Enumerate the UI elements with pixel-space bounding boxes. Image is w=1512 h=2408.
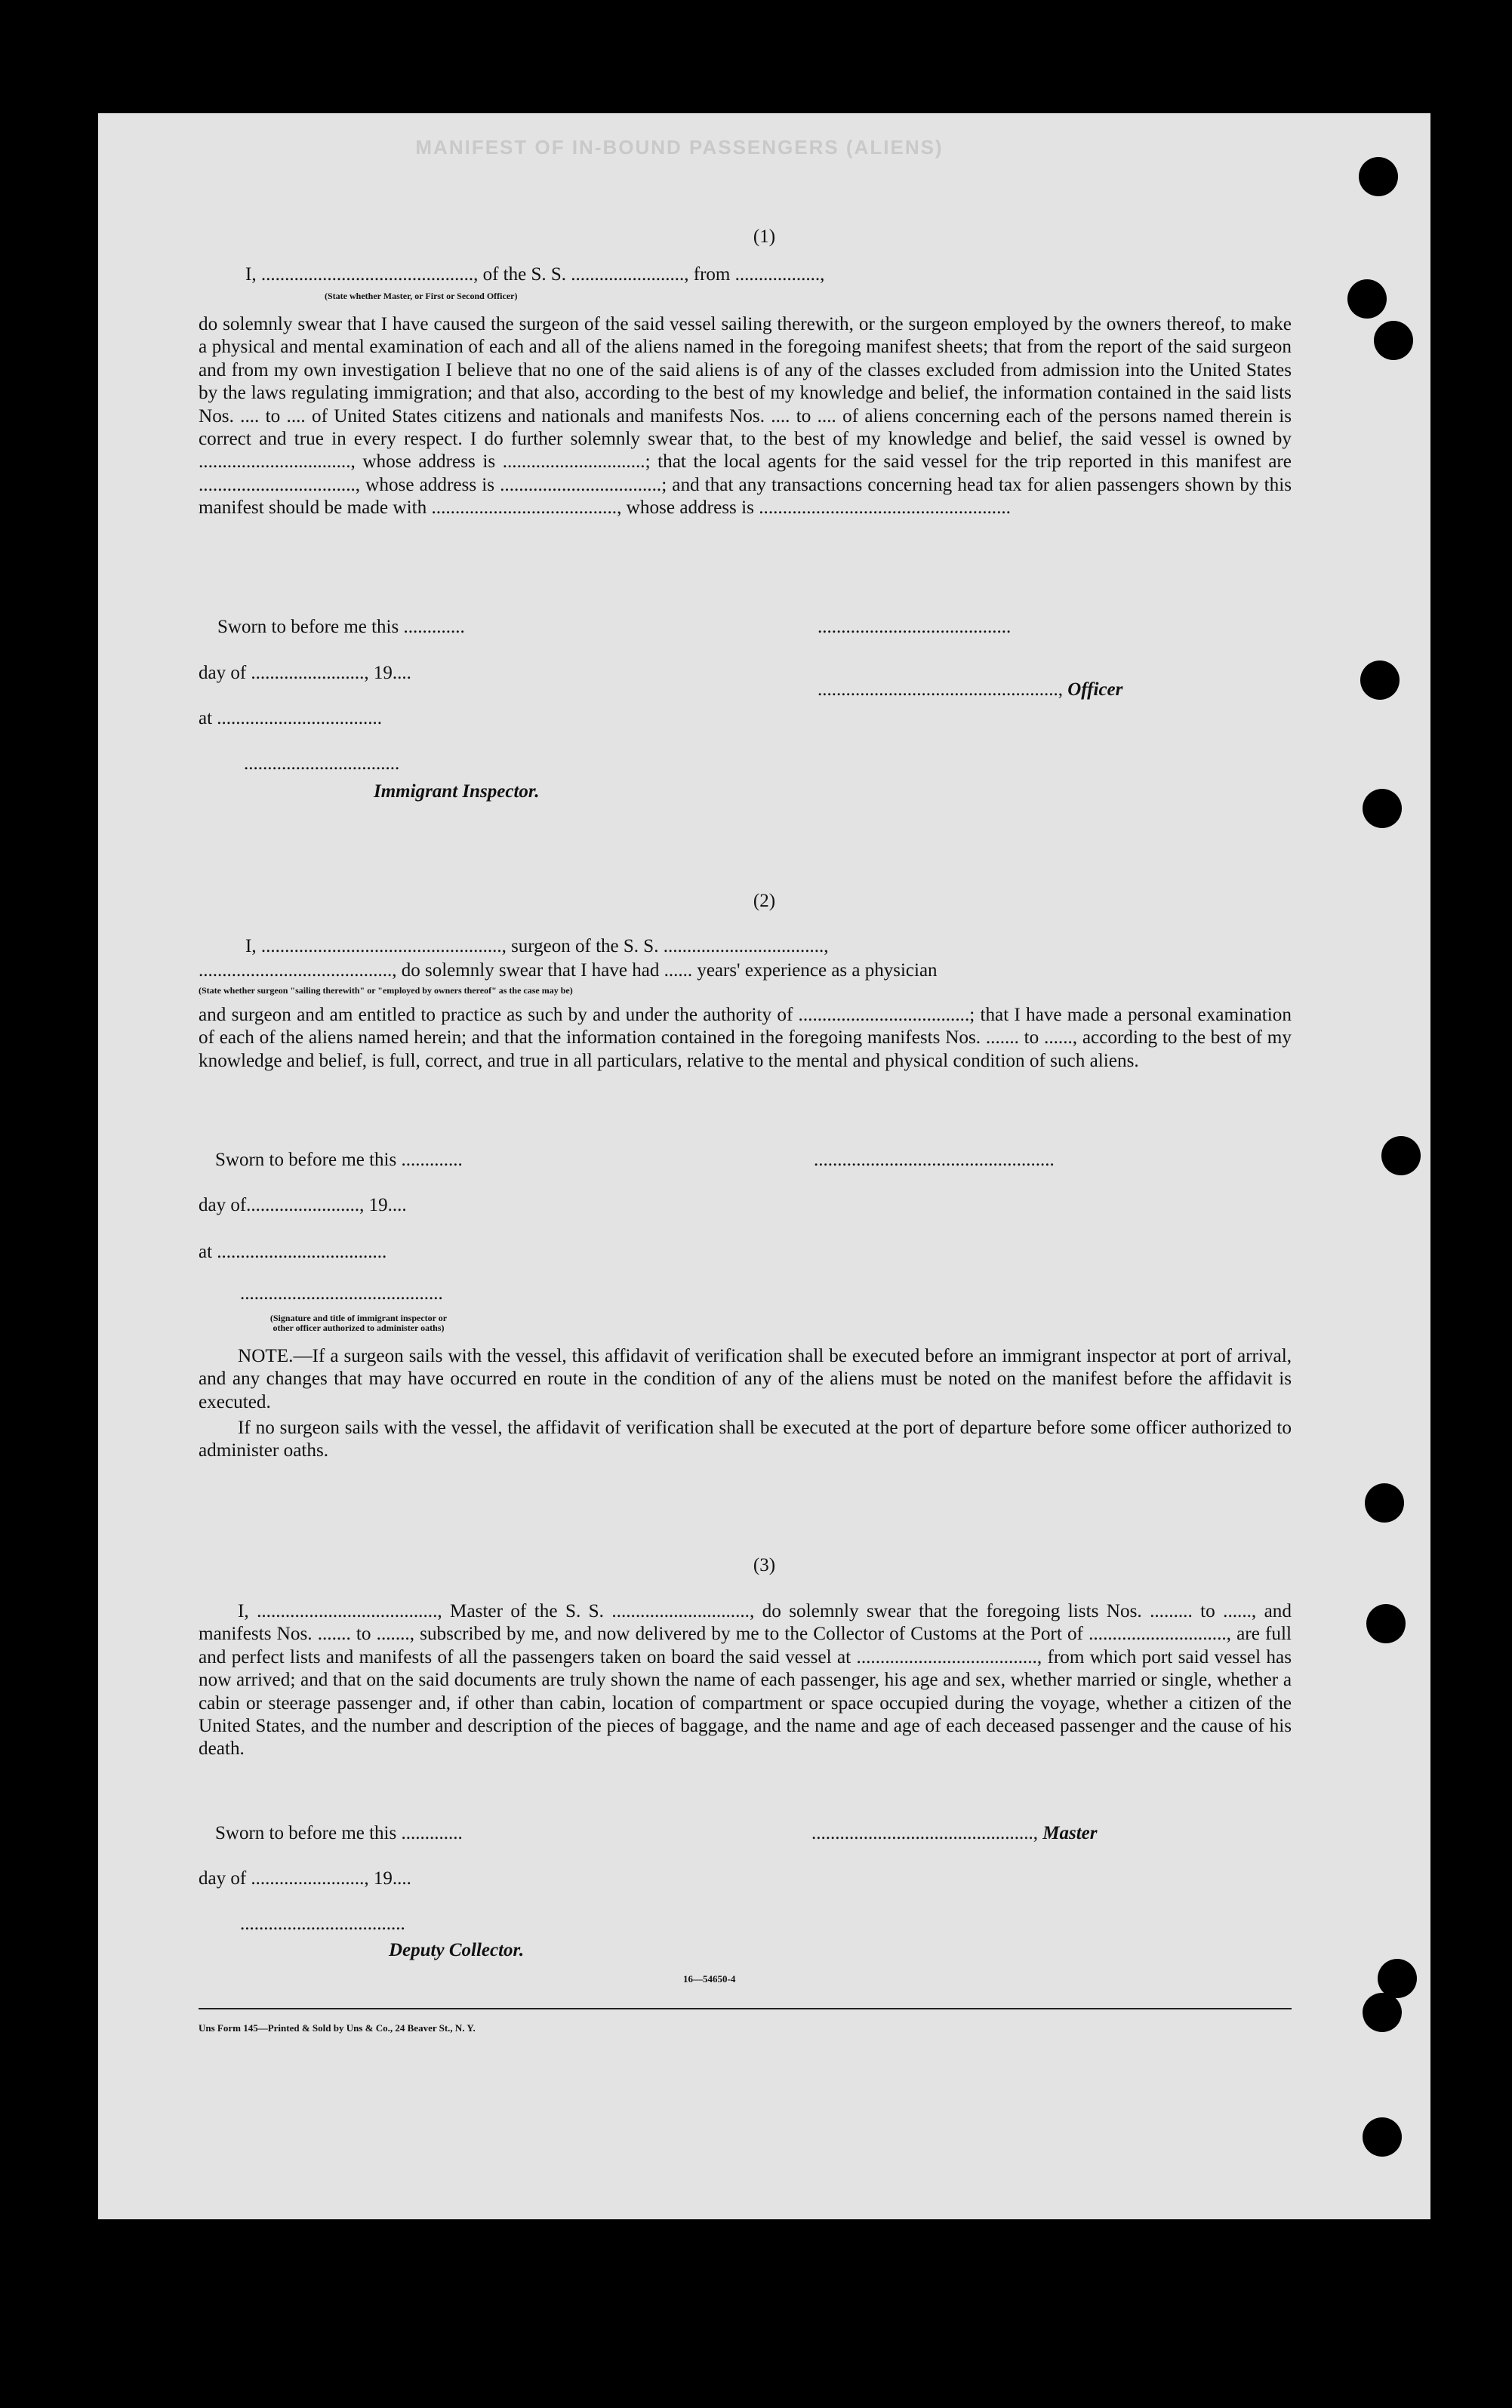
- footer-rule: [199, 2008, 1292, 2009]
- section-2-at-line: at ....................................: [199, 1242, 387, 1262]
- section-2-note-paragraph-1: NOTE.—If a surgeon sails with the vessel, this affidavit of verification shall be executed before an immigrant inspector at port of arrival, and any changes that may have occurred en route in the condition of any of the aliens must be noted on the manifest before the affidavit is executed.: [199, 1346, 1292, 1412]
- section-3-sworn-line: Sworn to before me this .............: [215, 1823, 463, 1843]
- section-3-body: I, ......................................, Master of the S. S. ............................., do solemnly swear that the foregoing lists Nos. ......... to ......, and manifests Nos. ....... to ......., subscribed by me, and now delivered by me to the Collector of Customs at the Port of ............................., are full and perfect lists and manifests of all the passengers taken on board the said vessel at ......................................, from which port said vessel has now arrived; and that on the said documents are truly shown the name of each passenger, his age and sex, whether married or single, whether a cabin or steerage passenger and, if other than cabin, location of compartment or space occupied during the voyage, whether a citizen of the United States, and the number and description of the pieces of baggage, and the name and age of each deceased passenger and the cause of his death.: [199, 1601, 1292, 1760]
- section-2-body: and surgeon and am entitled to practice as such by and under the authority of ....................................; that I have made a personal examination of each of the aliens named herein; and that the information contained in the foregoing manifests Nos. ....... to ......, according to the best of my knowledge and belief, is full, correct, and true in all particulars, relative to the mental and physical condition of such aliens.: [199, 1005, 1292, 1071]
- punch-hole: [1374, 321, 1413, 360]
- section-2-experience-line: ........................................., do solemnly swear that I have had ...... years' experience as a physician: [199, 960, 938, 981]
- section-1-right-signature-line: .........................................: [818, 617, 1012, 637]
- section-1-officer-line: ..................................................., Officer: [818, 679, 1123, 700]
- section-2-oath-line: I, ..................................................., surgeon of the S. S. ..................................,: [245, 936, 829, 956]
- section-2-note-paragraph-2: If no surgeon sails with the vessel, the affidavit of verification shall be executed at the port of departure before some officer authorized to administer oaths.: [199, 1418, 1292, 1461]
- section-1-inspector-signature-line: .................................: [244, 753, 400, 774]
- printer-imprint: Uns Form 145—Printed & Sold by Uns & Co., 24 Beaver St., N. Y.: [199, 2022, 476, 2034]
- section-3-day-line: day of ........................, 19....: [199, 1868, 411, 1889]
- form-code: 16—54650-4: [683, 1973, 736, 1985]
- section-3-signature-line: ...................................: [240, 1914, 405, 1934]
- punch-hole: [1363, 1993, 1402, 2032]
- section-1-day-line: day of ........................, 19....: [199, 663, 411, 683]
- section-1-at-line: at ...................................: [199, 708, 383, 728]
- punch-hole: [1360, 661, 1400, 700]
- section-1-oath-line: I, ............................................., of the S. S. ........................, from ..................,: [245, 264, 825, 285]
- section-2-right-signature-line: ...................................................: [814, 1150, 1055, 1170]
- section-3-master-line: ..............................................., Master: [811, 1823, 1098, 1843]
- punch-hole: [1366, 1604, 1406, 1643]
- section-1-number: (1): [753, 226, 776, 247]
- section-2-sworn-line: Sworn to before me this .............: [215, 1150, 463, 1170]
- section-1-sworn-line: Sworn to before me this .............: [217, 617, 465, 637]
- section-2-number: (2): [753, 891, 776, 911]
- officer-title: Officer: [1067, 679, 1123, 700]
- punch-hole: [1363, 789, 1402, 828]
- section-1-oath-note: (State whether Master, or First or Second Officer): [325, 291, 518, 301]
- manifest-sheet: [98, 113, 1430, 2219]
- punch-hole: [1365, 1483, 1404, 1523]
- section-1-body: do solemnly swear that I have caused the surgeon of the said vessel sailing therewith, or the surgeon employed by the owners thereof, to make a physical and mental examination of each and all of the aliens named in the foregoing manifest sheets; that from the report of the said surgeon and from my own investigation I believe that no one of the said aliens is of any of the classes excluded from admission into the United States by the laws regulating immigration; and that also, according to the best of my knowledge and belief, the information contained in the said lists Nos. .... to .... of United States citizens and nationals and manifests Nos. .... to .... of aliens concerning each of the persons named therein is correct and true in every respect. I do further solemnly swear that, to the best of my knowledge and belief, the said vessel is owned by ................................, whose address is ..............................; that the local agents for the said vessel for the trip reported in this manifest are ................................., whose address is ..................................; and that any transactions concerning head tax for alien passengers shown by this manifest should be made with ......................................., whose address is .....................................................: [199, 314, 1292, 519]
- punch-hole: [1363, 2117, 1402, 2157]
- immigrant-inspector-title: Immigrant Inspector.: [374, 781, 540, 802]
- punch-hole: [1359, 157, 1398, 196]
- punch-hole: [1347, 279, 1387, 319]
- section-3-number: (3): [753, 1555, 776, 1575]
- faint-bleedthrough-heading: MANIFEST OF IN-BOUND PASSENGERS (ALIENS): [415, 136, 944, 159]
- deputy-collector-title: Deputy Collector.: [389, 1940, 525, 1960]
- punch-hole: [1381, 1136, 1421, 1175]
- section-2-day-line: day of........................, 19....: [199, 1195, 407, 1215]
- section-2-surgeon-note: (State whether surgeon "sailing therewith" or "employed by owners thereof" as the case may be): [199, 985, 573, 996]
- section-2-signature-line: ...........................................: [240, 1283, 443, 1304]
- section-2-signature-note: (Signature and title of immigrant inspector or other officer authorized to administer oaths): [269, 1313, 448, 1333]
- master-title: Master: [1042, 1823, 1098, 1843]
